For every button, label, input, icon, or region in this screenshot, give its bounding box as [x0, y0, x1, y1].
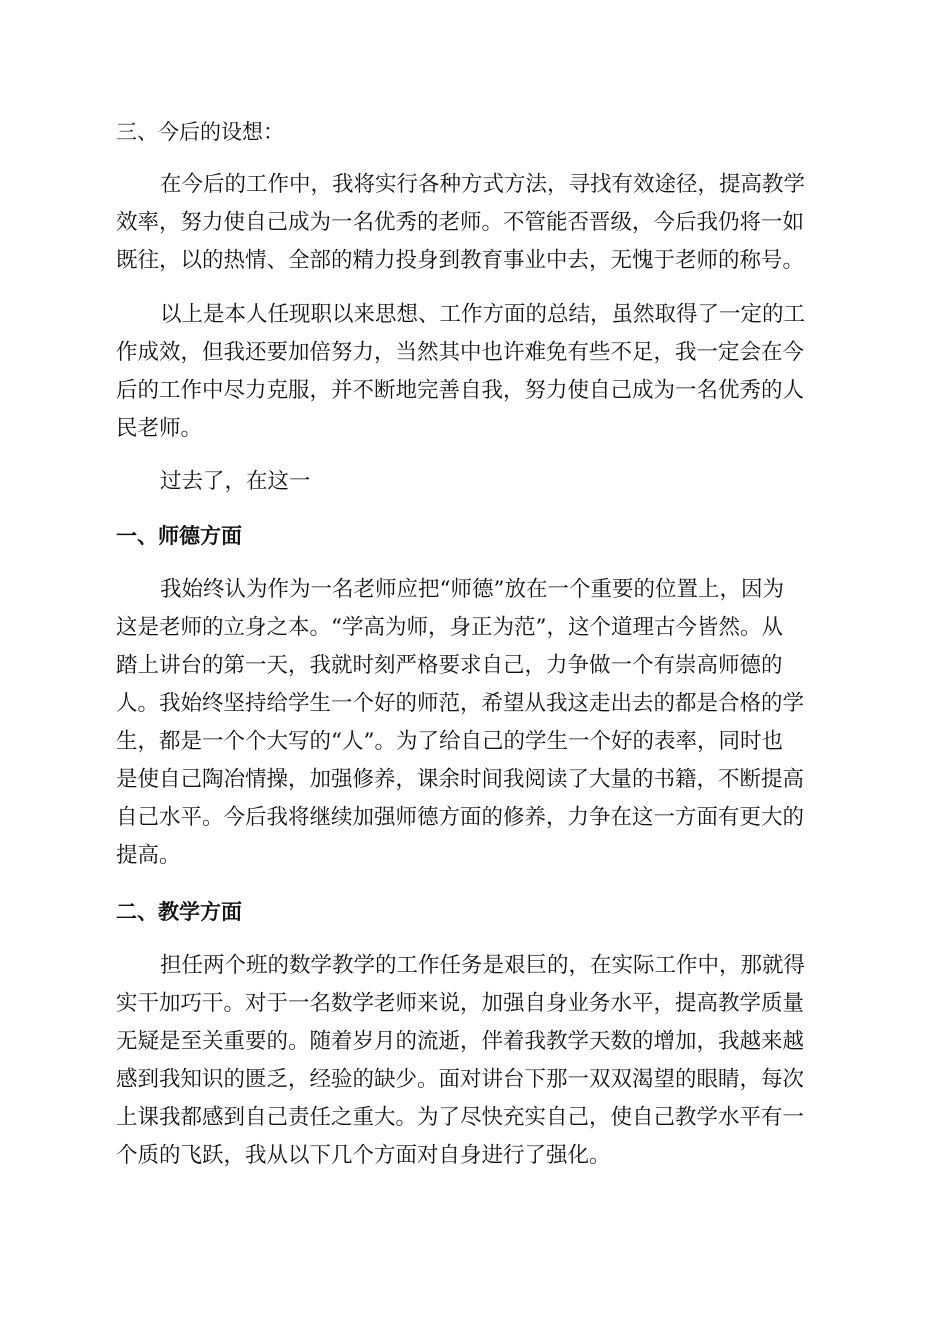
paragraph-line: 踏上讲台的第一天，我就时刻严格要求自己，力争做一个有崇高师德的	[116, 653, 783, 678]
paragraph-line: 自己水平。今后我将继续加强师德方面的修养，力争在这一方面有更大的	[116, 805, 805, 830]
paragraph-line: 担任两个班的数学教学的工作任务是艰巨的，在实际工作中，那就得	[160, 953, 806, 978]
paragraph-line: 人。我始终坚持给学生一个好的师范，希望从我这走出去的都是合格的学	[116, 691, 805, 716]
paragraph-line: 以上是本人任现职以来思想、工作方面的总结，虽然取得了一定的工	[160, 302, 806, 327]
paragraph-line: 作成效，但我还要加倍努力，当然其中也许难免有些不足，我一定会在今	[116, 340, 805, 365]
paragraph-line: 个质的飞跃，我从以下几个方面对自身进行了强化。	[116, 1143, 611, 1168]
section-heading-teaching: 二、教学方面	[116, 899, 242, 924]
paragraph-line: 是使自己陶冶情操，加强修养，课余时间我阅读了大量的书籍，不断提高	[116, 767, 805, 792]
paragraph-line: 无疑是至关重要的。随着岁月的流逝，伴着我教学天数的增加，我越来越	[116, 1029, 805, 1054]
paragraph-line: 实干加巧干。对于一名数学老师来说，加强自身业务水平，提高教学质量	[116, 991, 805, 1016]
paragraph-line: 过去了，在这一	[160, 469, 311, 494]
paragraph-line: 在今后的工作中，我将实行各种方式方法，寻找有效途径，提高教学	[160, 172, 806, 197]
paragraph-line: 效率，努力使自己成为一名优秀的老师。不管能否晋级，今后我仍将一如	[116, 210, 805, 235]
paragraph-line: 既往，以的热情、全部的精力投身到教育事业中去，无愧于老师的称号。	[116, 248, 805, 273]
section-heading-teacher-ethics: 一、师德方面	[116, 523, 242, 548]
paragraph-line: 这是老师的立身之本。“学高为师，身正为范”，这个道理古今皆然。从	[116, 615, 783, 640]
paragraph-line: 提高。	[116, 843, 181, 868]
paragraph-line: 生，都是一个个大写的“人”。为了给自己的学生一个好的表率，同时也	[116, 729, 783, 754]
section-heading-future-plans: 三、今后的设想：	[116, 120, 284, 144]
paragraph-line: 上课我都感到自己责任之重大。为了尽快充实自己，使自己教学水平有一	[116, 1105, 805, 1130]
paragraph-line: 我始终认为作为一名老师应把“师德”放在一个重要的位置上，因为	[160, 577, 784, 602]
paragraph-line: 感到我知识的匮乏，经验的缺少。面对讲台下那一双双渴望的眼睛，每次	[116, 1067, 805, 1092]
paragraph-line: 民老师。	[116, 416, 203, 441]
paragraph-line: 后的工作中尽力克服，并不断地完善自我，努力使自己成为一名优秀的人	[116, 378, 805, 403]
